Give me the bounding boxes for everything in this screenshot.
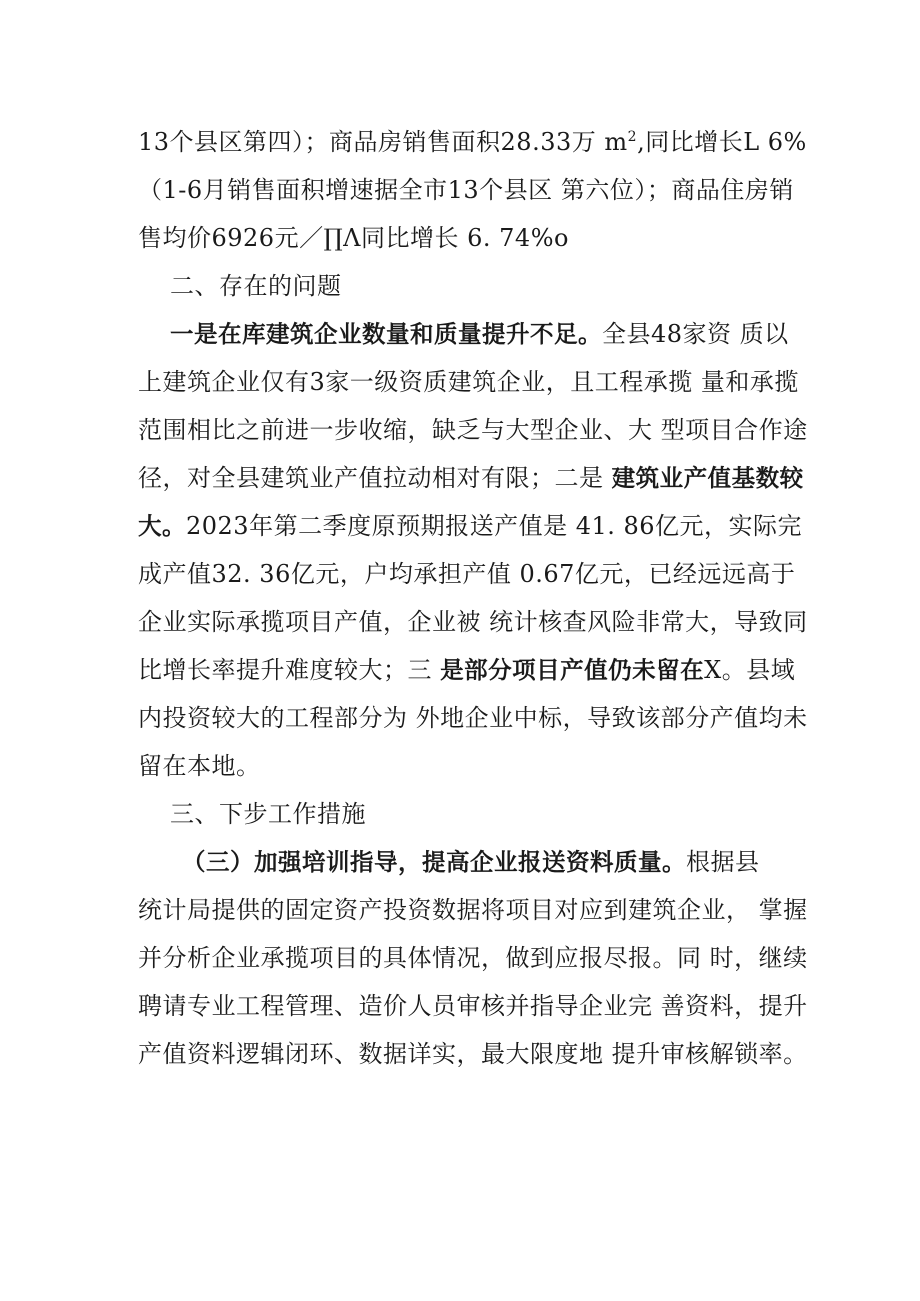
section-3-line-5: 产值资料逻辑闭环、数据详实，最大限度地 提升审核解锁率。 [138,1040,808,1068]
superscript: 2 [627,129,638,145]
section-2-line-8 [138,654,795,686]
section-2-paragraph-line-1 [170,318,789,350]
intro-line-2: （1-6月销售面积增速据全市13个县区 第六位）；商品住房销 [138,176,794,204]
text-segment: 全县48家资 质以 [602,320,789,348]
bold-text: 一是在库建筑企业数量和质量提升不足。 [170,320,602,348]
section-2-line-4 [138,462,804,494]
section-2-line-5 [138,510,802,542]
section-2-line-9: 内投资较大的工程部分为 外地企业中标，导致该部分产值均未 [138,704,808,732]
bold-text: 建筑业产值基数较 [611,464,804,492]
text-segment: 径，对全县建筑业产值拉动相对有限；二是 [138,464,612,492]
text-segment: 13个县区第四）；商品房销售面积28.33万 m [138,128,628,156]
section-3-line-3: 并分析企业承揽项目的具体情况，做到应报尽报。同 时，继续 [138,944,808,972]
text-segment: X。县域 [704,656,796,684]
section-2-line-10: 留在本地。 [138,752,261,780]
section-2-heading: 二、存在的问题 [170,272,342,300]
section-3-line-4: 聘请专业工程管理、造价人员审核并指导企业完 善资料，提升 [138,992,808,1020]
section-2-line-3: 范围相比之前进一步收缩，缺乏与大型企业、大 型项目合作途 [138,416,808,444]
text-segment: ,同比增长L 6% [637,128,807,156]
section-3-line-2: 统计局提供的固定资产投资数据将项目对应到建筑企业， 掌握 [138,896,808,924]
section-2-line-6: 成产值32. 36亿元，户均承担产值 0.67亿元，已经远远高于 [138,560,796,588]
section-3-heading: 三、下步工作措施 [170,800,366,828]
section-3-paragraph-line-1 [182,846,760,878]
bold-text: （三）加强培训指导，提高企业报送资料质量。 [182,848,686,876]
bold-text: 是部分项目产值仍未留在 [440,656,705,684]
intro-line-1 [138,126,807,158]
text-segment: 比增长率提升难度较大；三 [138,656,441,684]
bold-text: 大。 [138,512,186,540]
section-2-line-7: 企业实际承揽项目产值，企业被 统计核查风险非常大，导致同 [138,608,808,636]
text-segment: 根据县 [686,848,760,876]
section-2-line-2: 上建筑企业仅有3家一级资质建筑企业，且工程承揽 量和承揽 [138,368,799,396]
intro-line-3: 售均价6926元／∏Λ同比增长 6. 74%o [138,224,569,252]
text-segment: 2023年第二季度原预期报送产值是 41. 86亿元，实际完 [186,512,803,540]
